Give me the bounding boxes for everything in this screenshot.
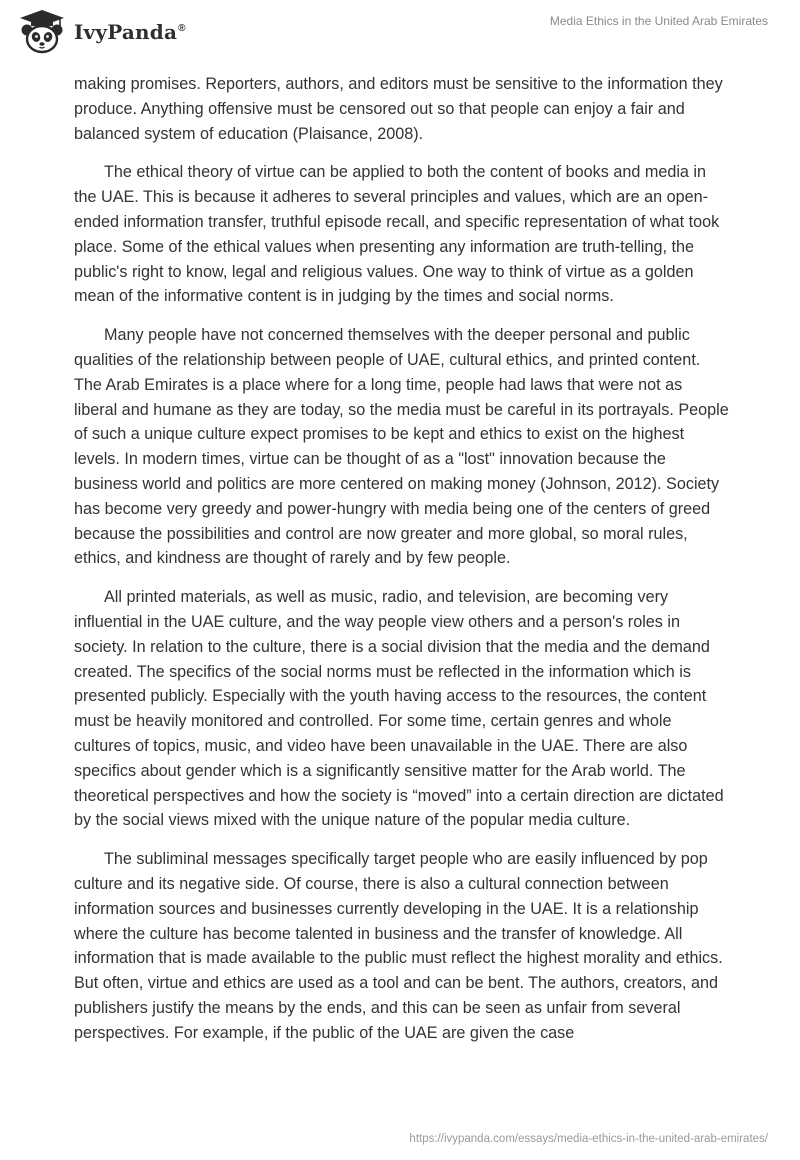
- paragraph-3: Many people have not concerned themselves with the deeper personal and public qualities of the relationship between people of UAE, cultural ethics, and printed content. The Arab Emirates is a place where for a long time, people had laws that were not as liberal and humane as they are today, so the media must be careful in its portrayals. People of such a unique culture expect promises to be kept and ethics to exist on the highest levels. In modern times, virtue can be thought of as a "lost" innovation because the business world and politics are more centered on making money (Johnson, 2012). Society has become very greedy and power-hungry with media being one of the centers of greed because the possibilities and control are now greater and more global, so moral rules, ethics, and kindness are thought of rarely and by few people.: [74, 326, 729, 568]
- ivypanda-logo[interactable]: [16, 8, 186, 56]
- document-title: Media Ethics in the United Arab Emirates: [549, 14, 768, 28]
- paragraph-2: The ethical theory of virtue can be applied to both the content of books and media in the UAE. This is because it adheres to several principles and values, which are an open-ended information transfer, truthful episode recall, and specific representation of what took place. Some of the ethical values when presenting any information are truth-telling, the public's right to know, legal and religious values. One way to think of virtue as a golden mean of the informative content is in judging by the times and social norms.: [74, 163, 720, 306]
- paragraph-4: All printed materials, as well as music, radio, and television, are becoming very influential in the UAE culture, and the way people view others and a person's roles in society. In relation to the culture, there is a social division that the media and the demand created. The specifics of the social norms must be reflected in the information which is presented publicly. Especially with the youth having access to the resources, the content must be heavily monitored and controlled. For some time, certain genres and whole cultures of topics, music, and video have been unavailable in the UAE. There are also specifics about gender which is a significantly sensitive matter for the Arab world. The theoretical perspectives and how the society is “moved” into a certain direction are dictated by the social views mixed with the unique nature of the popular media culture.: [74, 588, 724, 830]
- paragraph-1: making promises. Reporters, authors, and editors must be sensitive to the information they produce. Anything offensive must be censored out so that people can enjoy a fair and balanced system of education (Plaisance, 2008).: [74, 75, 723, 143]
- brand-name: IvyPanda®: [74, 20, 186, 44]
- registered-mark: ®: [178, 23, 186, 35]
- essay-body: [74, 72, 729, 1059]
- source-url[interactable]: https://ivypanda.com/essays/media-ethics-in-the-united-arab-emirates/: [409, 1133, 768, 1145]
- paragraph-5: The subliminal messages specifically target people who are easily influenced by pop culture and its negative side. Of course, there is also a cultural connection between information sources and businesses currently developing in the UAE. It is a relationship where the culture has become talented in business and the transfer of knowledge. All information that is made available to the public must reflect the highest morality and ethics. But often, virtue and ethics are used as a tool and can be bent. The authors, creators, and publishers justify the means by the ends, and this can be seen as unfair from several perspectives. For example, if the public of the UAE are given the case: [74, 850, 723, 1042]
- page-header: [0, 0, 800, 62]
- panda-graduate-icon: [16, 8, 68, 56]
